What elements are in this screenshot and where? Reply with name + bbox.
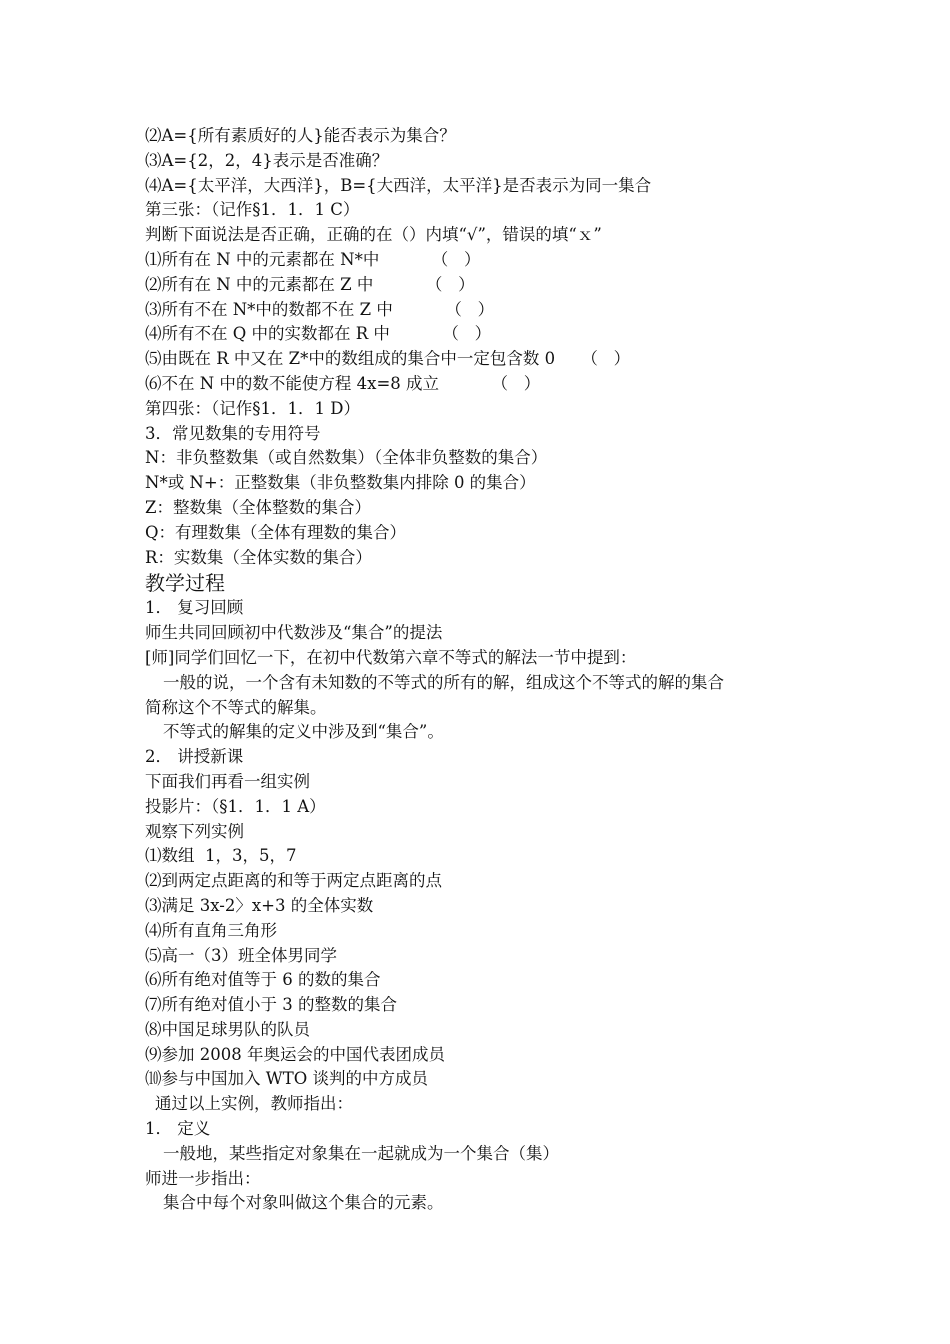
list-item: ⑼参加 2008 年奥运会的中国代表团成员 bbox=[145, 1044, 445, 1064]
list-item: ⑹不在 N 中的数不能使方程 4x=8 成立 （ ） bbox=[145, 373, 541, 393]
list-item: ⑴所有在 N 中的元素都在 N*中 （ ） bbox=[145, 249, 481, 269]
list-item: ⑵所有在 N 中的元素都在 Z 中 （ ） bbox=[145, 274, 475, 294]
list-item: Z：整数集（全体整数的集合） bbox=[145, 497, 371, 517]
list-item: ⑹所有绝对值等于 6 的数的集合 bbox=[145, 970, 381, 990]
text-line: 一般的说，一个含有未知数的不等式的所有的解，组成这个不等式的解的集合 bbox=[163, 672, 724, 692]
text-line: ⑵A={所有素质好的人}能否表示为集合？ bbox=[145, 126, 456, 145]
list-item: ⑽参与中国加入 WTO 谈判的中方成员 bbox=[145, 1069, 428, 1089]
text-line: 3．常见数集的专用符号 bbox=[145, 423, 321, 443]
text-line: ⑶A={2，2，4}表示是否准确？ bbox=[145, 150, 389, 170]
text-line: 一般地，某些指定对象集在一起就成为一个集合（集） bbox=[163, 1143, 559, 1163]
list-item: N：非负整数集（或自然数集）（全体非负整数的集合） bbox=[145, 448, 548, 468]
list-item: Q：有理数集（全体有理数的集合） bbox=[145, 522, 407, 542]
text-line: 集合中每个对象叫做这个集合的元素。 bbox=[163, 1193, 444, 1213]
list-item: ⑷所有直角三角形 bbox=[145, 920, 277, 940]
list-item: ⑶满足 3x-2〉x+3 的全体实数 bbox=[145, 895, 374, 915]
text-line: 判断下面说法是否正确，正确的在（）内填“√”，错误的填“ｘ” bbox=[145, 225, 602, 245]
text-line: 简称这个不等式的解集。 bbox=[145, 697, 327, 717]
list-item: R：实数集（全体实数的集合） bbox=[145, 547, 372, 567]
list-item: ⑴数组 1，3，5，7 bbox=[145, 846, 297, 866]
text-line: ⑷A={太平洋，大西洋}，B={大西洋，太平洋}是否表示为同一集合 bbox=[145, 175, 652, 195]
list-item: ⑺所有绝对值小于 3 的整数的集合 bbox=[145, 995, 397, 1015]
text-line: 不等式的解集的定义中涉及到“集合”。 bbox=[163, 722, 444, 742]
text-line: 投影片：（§1．1．1 A） bbox=[145, 796, 326, 816]
text-line: 第四张：（记作§1．1．1 D） bbox=[145, 398, 360, 418]
text-line: 师生共同回顾初中代数涉及“集合”的提法 bbox=[145, 623, 443, 643]
text-line: 2． 讲授新课 bbox=[145, 747, 244, 767]
list-item: ⑻中国足球男队的队员 bbox=[145, 1019, 310, 1039]
list-item: ⑵到两定点距离的和等于两定点距离的点 bbox=[145, 871, 442, 891]
text-line: 观察下列实例 bbox=[145, 821, 244, 841]
text-line: 1． 定义 bbox=[145, 1119, 211, 1139]
list-item: ⑷所有不在 Q 中的实数都在 R 中 （ ） bbox=[145, 324, 492, 344]
document-page bbox=[145, 124, 845, 1216]
text-line: 通过以上实例，教师指出： bbox=[155, 1094, 353, 1114]
list-item: ⑸由既在 R 中又在 Z*中的数组成的集合中一定包含数 0 （ ） bbox=[145, 349, 631, 369]
list-item: N*或 N+：正整数集（非负整数集内排除 0 的集合） bbox=[145, 473, 536, 493]
text-line: 师进一步指出： bbox=[145, 1168, 261, 1188]
text-line: [师]同学们回忆一下，在初中代数第六章不等式的解法一节中提到： bbox=[145, 647, 637, 667]
list-item: ⑸高一（3）班全体男同学 bbox=[145, 945, 337, 965]
text-line: 1． 复习回顾 bbox=[145, 598, 244, 618]
section-heading: 教学过程 bbox=[145, 571, 225, 596]
list-item: ⑶所有不在 N*中的数都不在 Z 中 （ ） bbox=[145, 299, 495, 319]
text-line: 下面我们再看一组实例 bbox=[145, 771, 310, 791]
text-line: 第三张：（记作§1．1．1 C） bbox=[145, 200, 360, 220]
